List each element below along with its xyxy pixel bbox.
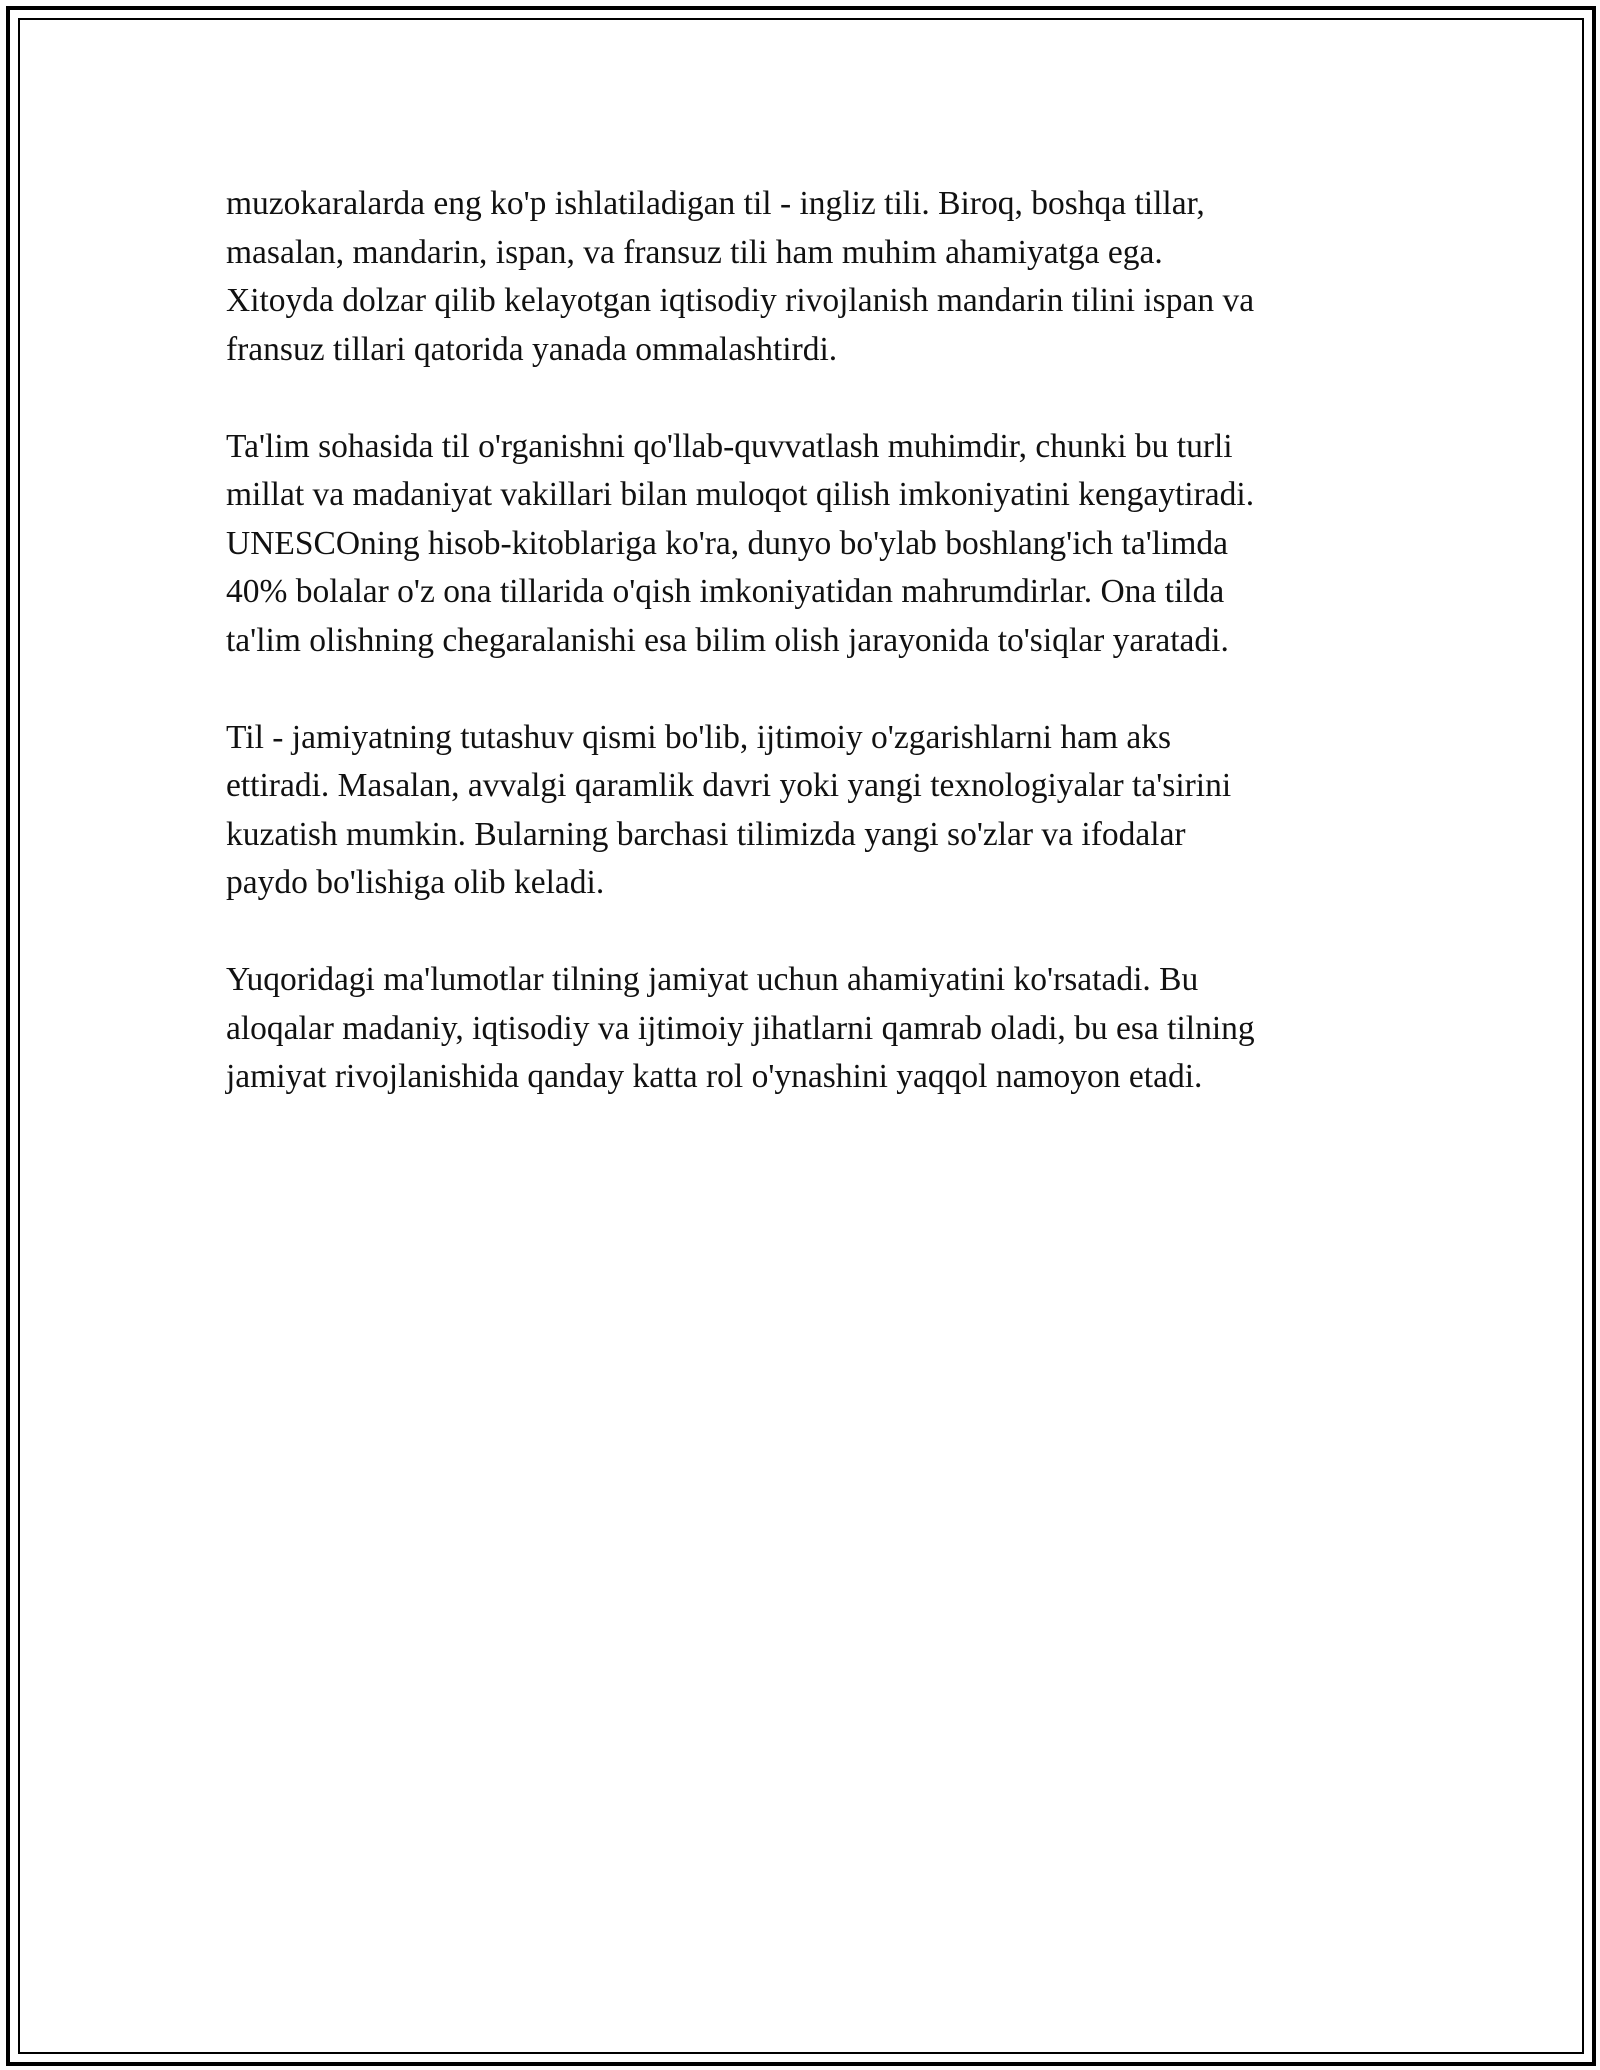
paragraph-4: Yuqoridagi ma'lumotlar tilning jamiyat uchun ahamiyatini ko'rsatadi. Bu aloqalar madaniy, iqtisodiy va ijtimoiy jihatlarni qamrab oladi, bu esa tilning jamiyat rivojlanishida qanday katta rol o'ynashini yaqqol namoyon etadi. — [226, 961, 1255, 1095]
paragraph-1: muzokaralarda eng ko'p ishlatiladigan til - ingliz tili. Biroq, boshqa tillar, masalan, mandarin, ispan, va fransuz tili ham muhim ahamiyatga ega. Xitoyda dolzar qilib kelayotgan iqtisodiy rivojlanish mandarin tilini ispan va fransuz tillari qatorida yanada ommalashtirdi. — [226, 185, 1255, 368]
paragraph-3: Til - jamiyatning tutashuv qismi bo'lib, ijtimoiy o'zgarishlarni ham aks ettiradi. Masalan, avvalgi qaramlik davri yoki yangi texnologiyalar ta'sirini kuzatish mumkin. Bularning barchasi tilimizda yangi so'zlar va ifodalar paydo bo'lishiga olib keladi. — [226, 718, 1232, 901]
document-body — [226, 180, 1396, 1102]
paragraph-2: Ta'lim sohasida til o'rganishni qo'llab-quvvatlash muhimdir, chunki bu turli millat va madaniyat vakillari bilan muloqot qilish imkoniyatini kengaytiradi. UNESCOning hisob-kitoblariga ko'ra, dunyo bo'ylab boshlang'ich ta'limda 40% bolalar o'z ona tillarida o'qish imkoniyatidan mahrumdirlar. Ona tilda ta'lim olishning chegaralanishi esa bilim olish jarayonida to'siqlar yaratadi. — [226, 427, 1255, 659]
